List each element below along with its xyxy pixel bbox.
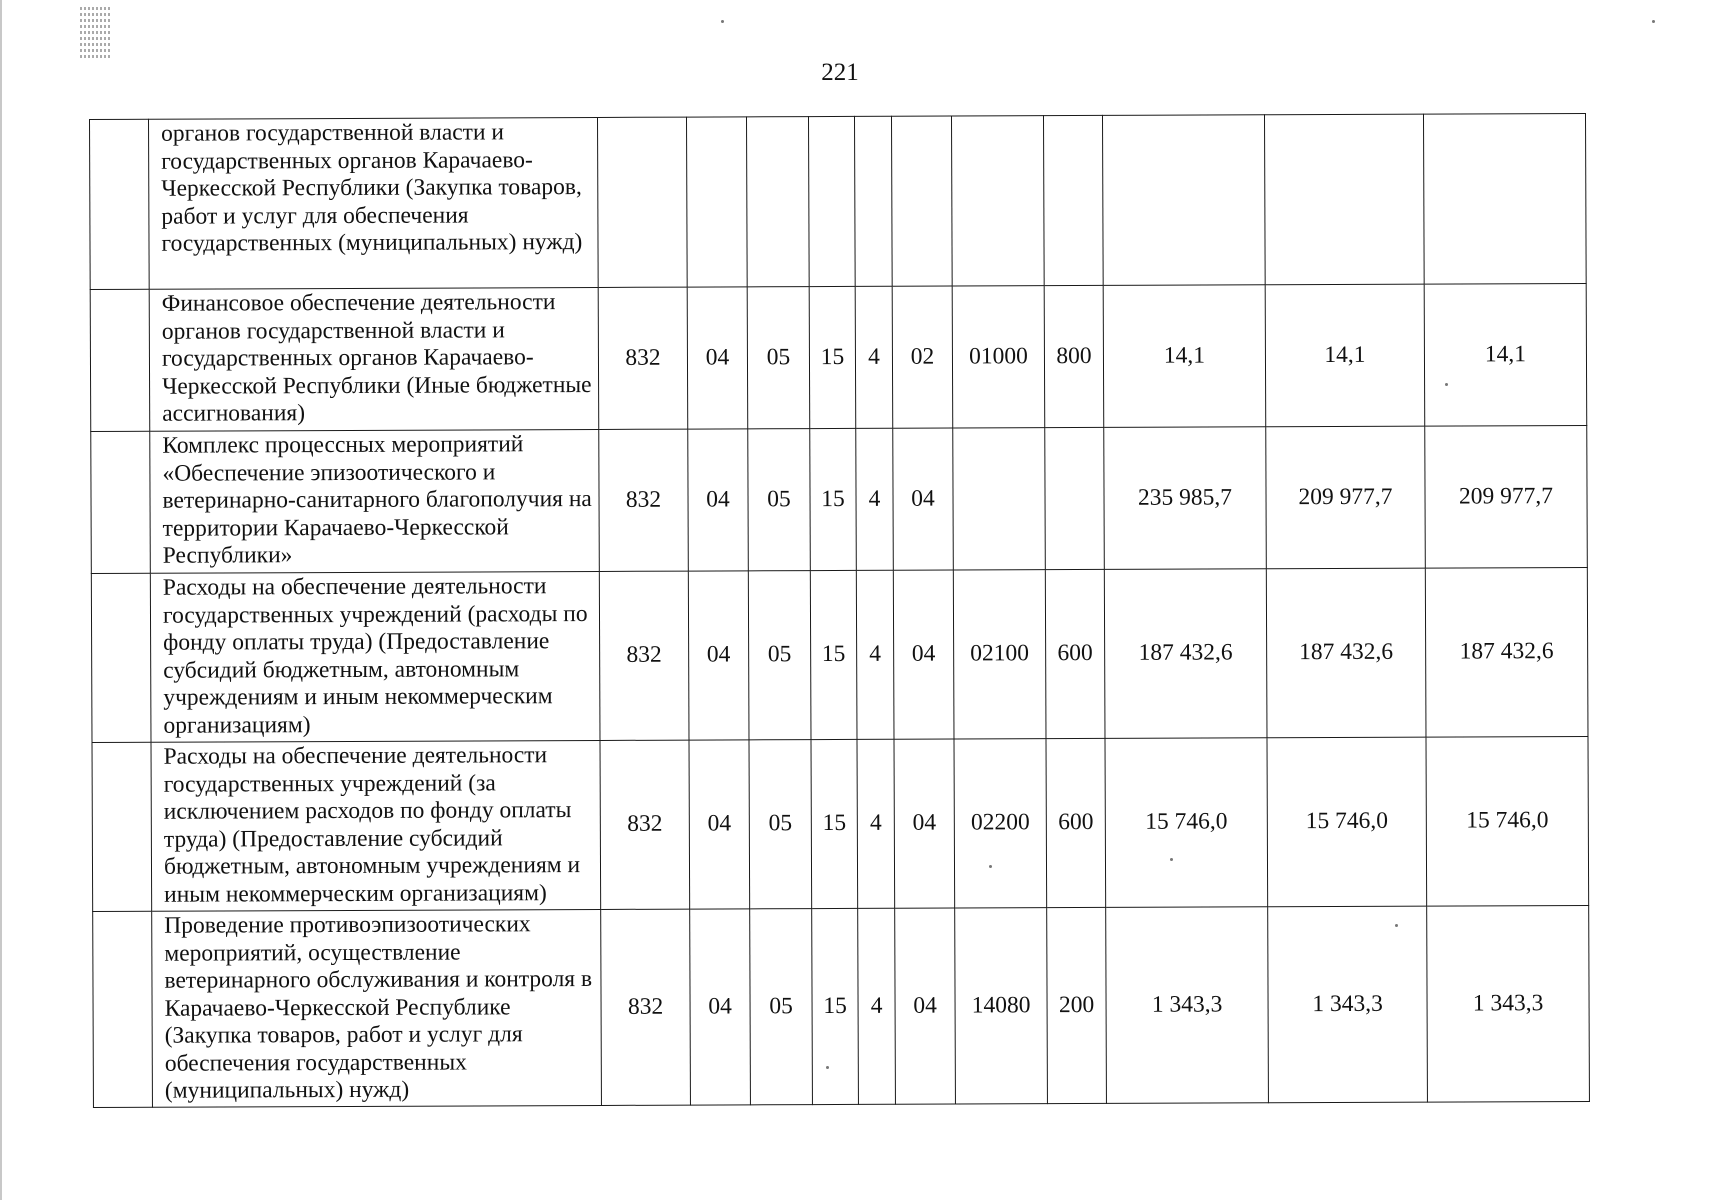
program-code-cell: 15 xyxy=(812,908,859,1104)
amount-year1-cell: 14,1 xyxy=(1103,285,1266,428)
program-code-cell: 15 xyxy=(810,570,857,739)
amount-year3-cell: 14,1 xyxy=(1424,283,1587,426)
amount-year2-cell: 15 746,0 xyxy=(1267,737,1427,907)
table-row xyxy=(93,905,1590,1107)
ministry-code-cell: 832 xyxy=(601,909,691,1105)
section-code-cell: 04 xyxy=(689,740,750,909)
program-type-code-cell: 4 xyxy=(855,286,893,428)
amount-year3-cell: 15 746,0 xyxy=(1426,736,1589,906)
amount-year3-cell xyxy=(1423,113,1586,284)
section-code-cell: 04 xyxy=(688,571,749,740)
subsection-code-cell: 05 xyxy=(748,429,811,571)
expense-direction-code-cell: 02100 xyxy=(953,570,1046,739)
row-index-cell xyxy=(91,573,151,742)
section-code-cell: 04 xyxy=(690,909,751,1105)
subsection-code-cell: 05 xyxy=(747,287,810,429)
section-code-cell: 04 xyxy=(688,429,749,571)
subsection-code-cell: 05 xyxy=(748,571,811,740)
expense-type-code-cell xyxy=(1045,427,1105,569)
expense-type-code-cell xyxy=(1043,115,1103,285)
amount-year2-cell: 187 432,6 xyxy=(1266,568,1426,738)
scan-left-edge xyxy=(0,0,2,1200)
description-cell: Комплекс процессных мероприятий «Обеспечение эпизоотического и ветеринарно-санитарного благополучия на территории Карачаево-Черкесской Республики» xyxy=(150,429,600,573)
ministry-code-cell: 832 xyxy=(599,429,689,571)
amount-year1-cell: 235 985,7 xyxy=(1104,427,1267,570)
page-number: 221 xyxy=(821,59,859,86)
expense-direction-code-cell: 02200 xyxy=(954,739,1047,908)
program-code-cell: 15 xyxy=(810,428,857,570)
description-cell: Проведение противоэпизоотических мероприятий, осуществление ветеринарного обслуживания и контроля в Карачаево-Черкесской Республике (Закупка товаров, работ и услуг для обеспечения государственных (муниципальных) нужд) xyxy=(152,909,602,1106)
program-type-code-cell: 4 xyxy=(858,908,896,1104)
section-code-cell xyxy=(686,117,747,287)
description-cell: Расходы на обеспечение деятельности государственных учреждений (расходы по фонду оплаты труда) (Предоставление субсидий бюджетным, автономным учреждениям и иным некоммерческим организациям) xyxy=(150,571,600,742)
amount-year1-cell: 15 746,0 xyxy=(1105,738,1268,908)
program-type-code-cell xyxy=(854,116,892,286)
row-index-cell xyxy=(91,431,151,573)
expense-type-code-cell: 200 xyxy=(1047,907,1107,1103)
amount-year1-cell: 1 343,3 xyxy=(1106,907,1269,1103)
ministry-code-cell: 832 xyxy=(598,287,688,429)
program-type-code-cell: 4 xyxy=(857,739,895,908)
row-index-cell xyxy=(92,742,152,911)
ministry-code-cell: 832 xyxy=(600,740,690,909)
amount-year2-cell: 209 977,7 xyxy=(1266,426,1426,569)
description-cell: Расходы на обеспечение деятельности государственных учреждений (за исключением расходов по фонду оплаты труда) (Предоставление субсидий бюджетным, автономным учреждениям и иным некоммерческим организациям) xyxy=(151,740,601,911)
amount-year2-cell: 1 343,3 xyxy=(1268,906,1428,1102)
table-row xyxy=(90,283,1587,431)
program-type-code-cell: 4 xyxy=(856,428,894,570)
program-code-cell: 15 xyxy=(811,739,858,908)
scan-speck xyxy=(721,20,724,23)
amount-year2-cell xyxy=(1264,114,1424,285)
budget-table xyxy=(89,113,1590,1108)
table-row xyxy=(90,113,1587,289)
expense-direction-code-cell: 14080 xyxy=(955,908,1048,1104)
amount-year2-cell: 14,1 xyxy=(1265,284,1425,427)
expense-direction-code-cell xyxy=(951,116,1044,286)
structural-element-code-cell xyxy=(891,116,952,286)
amount-year3-cell: 209 977,7 xyxy=(1425,425,1588,568)
amount-year1-cell: 187 432,6 xyxy=(1104,569,1267,739)
row-index-cell xyxy=(90,119,150,289)
expense-direction-code-cell: 01000 xyxy=(952,286,1045,428)
subsection-code-cell xyxy=(746,117,809,287)
description-cell: Финансовое обеспечение деятельности органов государственной власти и государственных органов Карачаево-Черкесской Республики (Иные бюджетные ассигнования) xyxy=(149,287,599,431)
description-cell: органов государственной власти и государственных органов Карачаево-Черкесской Республики (Закупка товаров, работ и услуг для обеспечения государственных (муниципальных) нужд) xyxy=(149,117,599,289)
row-index-cell xyxy=(93,911,153,1107)
amount-year1-cell xyxy=(1102,115,1265,286)
table-row xyxy=(91,567,1588,742)
section-code-cell: 04 xyxy=(687,287,748,429)
table-row xyxy=(92,736,1589,911)
program-type-code-cell: 4 xyxy=(856,570,894,739)
ministry-code-cell xyxy=(597,117,687,287)
expense-type-code-cell: 600 xyxy=(1045,569,1105,738)
program-code-cell xyxy=(808,116,855,286)
expense-direction-code-cell xyxy=(953,428,1046,570)
program-code-cell: 15 xyxy=(809,286,856,428)
row-index-cell xyxy=(90,289,150,431)
structural-element-code-cell: 04 xyxy=(894,739,955,908)
scan-speck xyxy=(1652,20,1655,23)
table-row xyxy=(91,425,1588,573)
amount-year3-cell: 187 432,6 xyxy=(1425,567,1588,737)
subsection-code-cell: 05 xyxy=(749,740,812,909)
structural-element-code-cell: 04 xyxy=(893,570,954,739)
subsection-code-cell: 05 xyxy=(750,909,813,1105)
expense-type-code-cell: 600 xyxy=(1046,738,1106,907)
structural-element-code-cell: 04 xyxy=(893,428,954,570)
amount-year3-cell: 1 343,3 xyxy=(1427,905,1590,1101)
expense-type-code-cell: 800 xyxy=(1044,285,1104,427)
structural-element-code-cell: 02 xyxy=(892,286,953,428)
structural-element-code-cell: 04 xyxy=(895,908,956,1104)
ministry-code-cell: 832 xyxy=(599,571,689,740)
